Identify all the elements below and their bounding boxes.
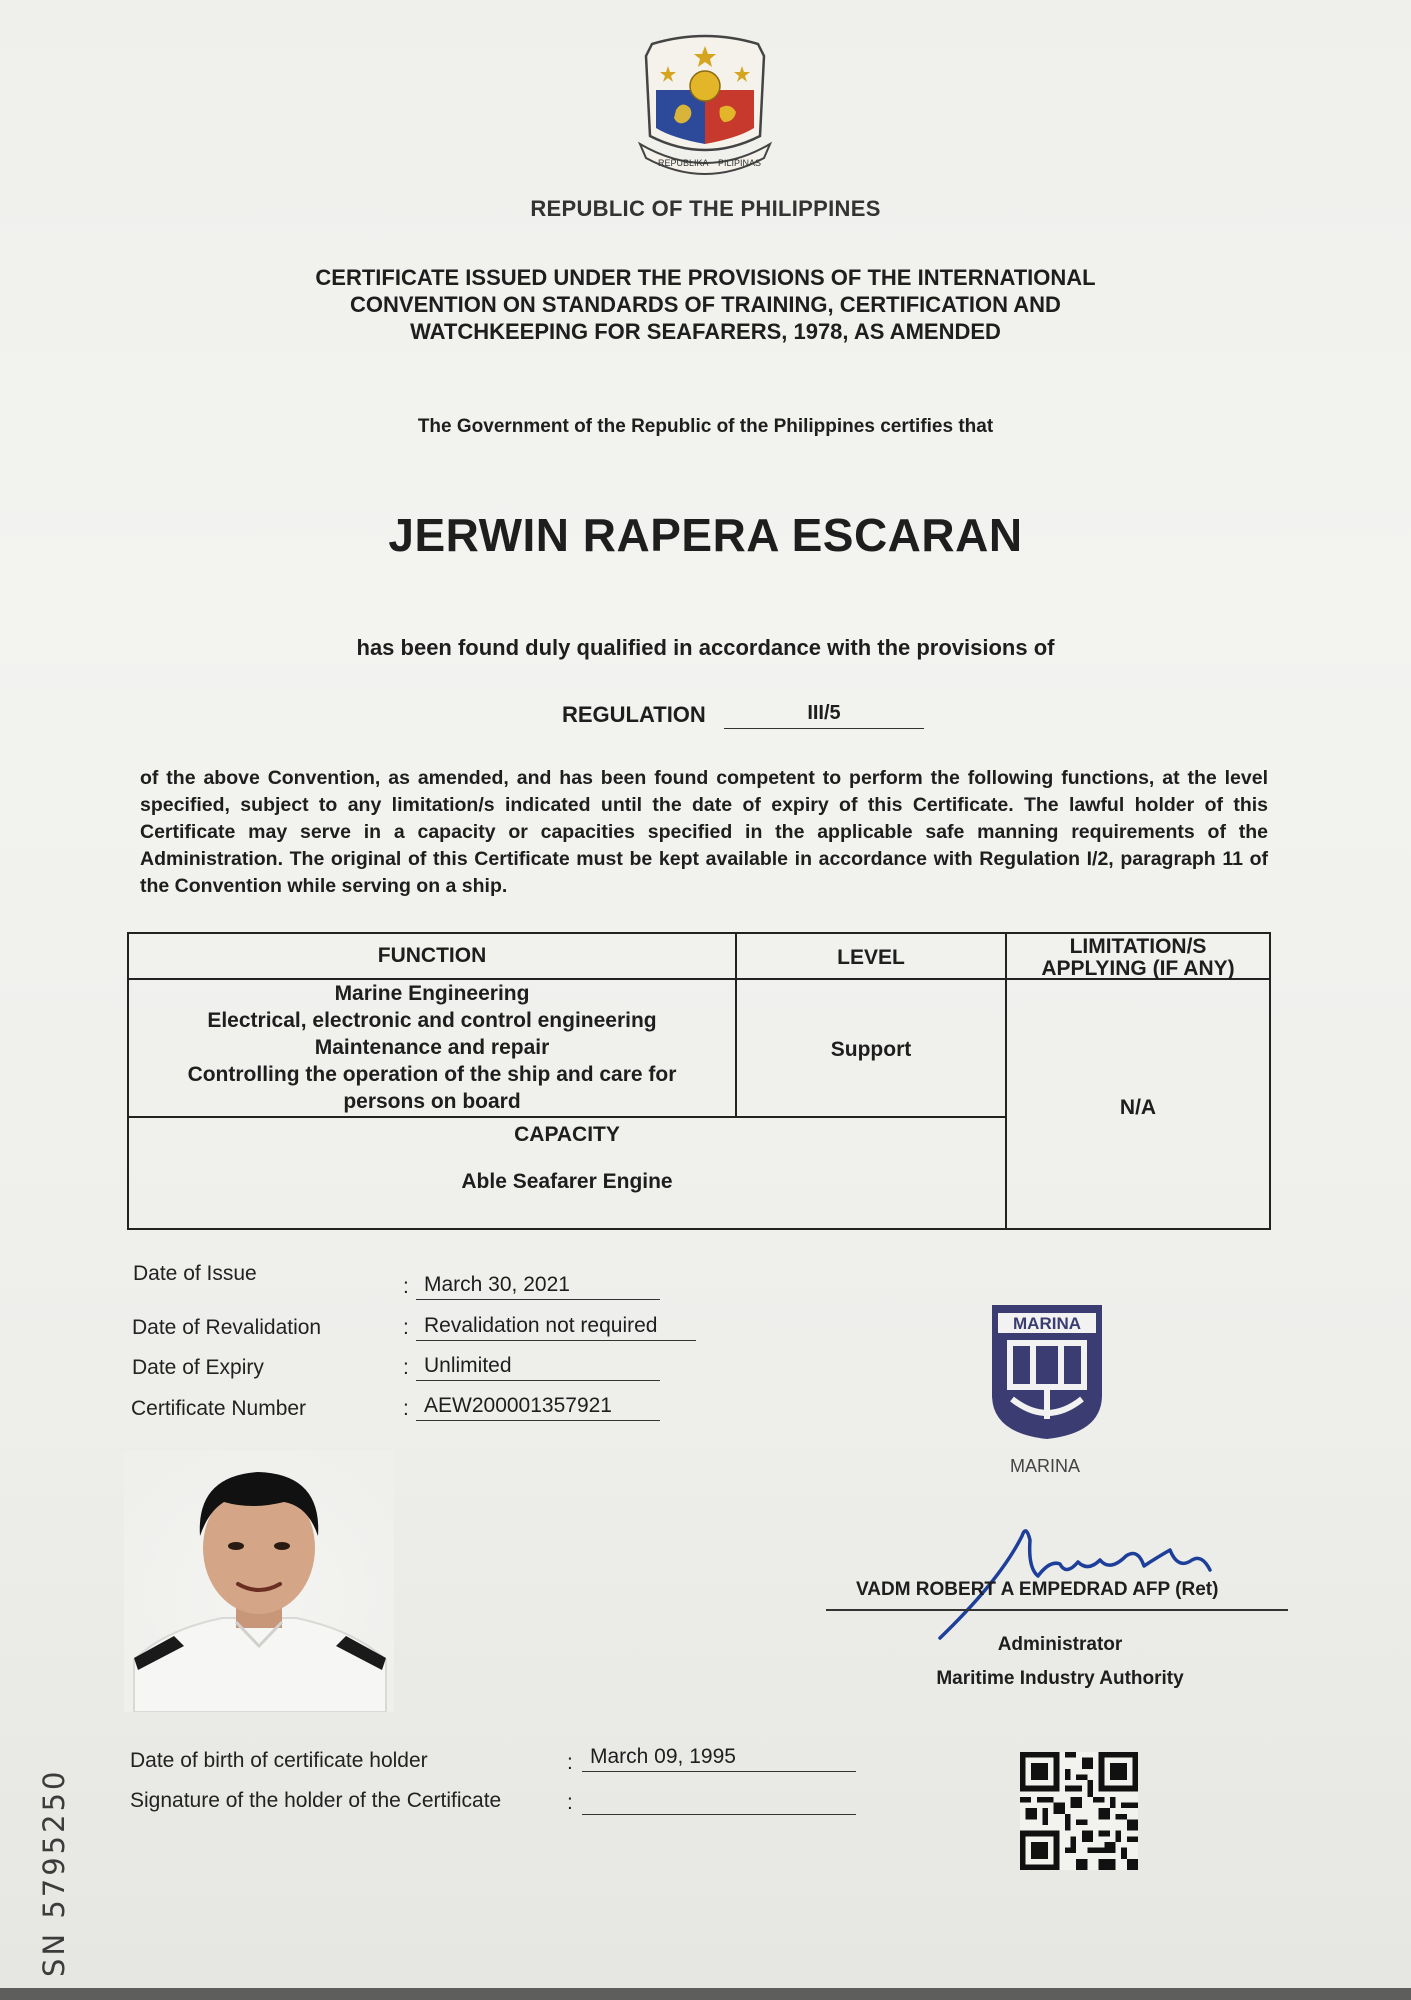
dob-value: March 09, 1995 — [582, 1745, 856, 1772]
function-item: persons on board — [343, 1090, 521, 1113]
functions-list — [129, 980, 735, 1115]
seal-motto-right: PILIPINAS — [718, 158, 762, 168]
issuing-authority: Maritime Industry Authority — [936, 1668, 1184, 1689]
function-item: Electrical, electronic and control engineering — [207, 1009, 657, 1032]
regulation-value: III/5 — [724, 702, 924, 729]
signatory-name: VADM ROBERT A EMPEDRAD AFP (Ret) — [856, 1579, 1219, 1600]
capacity-label: CAPACITY — [514, 1123, 620, 1146]
limitations-header — [1007, 936, 1269, 980]
colon: : — [403, 1356, 409, 1379]
function-item: Marine Engineering — [334, 982, 530, 1005]
convention-heading-line: WATCHKEEPING FOR SEAFARERS, 1978, AS AMENDED — [410, 319, 1001, 344]
background-edge — [0, 1988, 1411, 2000]
colon: : — [403, 1397, 409, 1420]
colon: : — [403, 1275, 409, 1298]
limitations-value: N/A — [1119, 1096, 1157, 1119]
philippine-seal-icon — [632, 32, 778, 182]
function-header: FUNCTION — [377, 944, 487, 967]
qr-code-icon — [1020, 1752, 1138, 1870]
colon: : — [567, 1751, 573, 1774]
colon: : — [403, 1316, 409, 1339]
country-title: REPUBLIC OF THE PHILIPPINES — [530, 196, 881, 221]
table-divider — [129, 1116, 1005, 1118]
function-item: Controlling the operation of the ship and care for — [187, 1063, 677, 1086]
marina-logo-text: MARINA — [1013, 1314, 1081, 1333]
function-item: Maintenance and repair — [314, 1036, 550, 1059]
signatory-title: Administrator — [997, 1634, 1123, 1655]
limitations-header-line: APPLYING (IF ANY) — [1041, 957, 1235, 980]
level-value: Support — [830, 1038, 912, 1061]
holder-name: JERWIN RAPERA ESCARAN — [388, 509, 1023, 561]
convention-heading-line: CONVENTION ON STANDARDS OF TRAINING, CERTIFICATION AND — [350, 292, 1061, 317]
convention-heading — [0, 264, 1411, 345]
marina-caption: MARINA — [1010, 1456, 1081, 1476]
holder-photo — [124, 1450, 394, 1712]
date-of-expiry-label: Date of Expiry — [132, 1356, 264, 1379]
seal-motto-left: REPUBLIKA — [658, 158, 709, 168]
limitations-header-line: LIMITATION/S — [1069, 935, 1207, 958]
functions-table — [127, 932, 1271, 1230]
regulation-label: REGULATION — [562, 702, 706, 727]
date-of-revalidation-label: Date of Revalidation — [132, 1316, 322, 1339]
convention-heading-line: CERTIFICATE ISSUED UNDER THE PROVISIONS OF THE INTERNATIONAL — [315, 265, 1096, 290]
certificate-number-label: Certificate Number — [131, 1397, 307, 1420]
date-of-expiry-value: Unlimited — [416, 1354, 660, 1381]
date-of-issue-value: March 30, 2021 — [416, 1273, 660, 1300]
certificate-number-value: AEW200001357921 — [416, 1394, 660, 1421]
signature-line — [826, 1609, 1288, 1611]
competency-paragraph: of the above Convention, as amended, and has been found competent to perform the following functions, at the level specified, subject to any limitation/s indicated until the date of expiry of this Certificate. The lawful holder of this Certificate may serve in a capacity or capacities specified in the applicable safe manning requirements of the Administration. The original of this Certificate must be kept available in accordance with Regulation I/2, paragraph 11 of the Convention while serving on a ship. — [140, 767, 1268, 897]
capacity-value: Able Seafarer Engine — [461, 1170, 673, 1193]
qualified-statement: has been found duly qualified in accordance with the provisions of — [356, 635, 1055, 660]
marina-logo-icon — [990, 1303, 1104, 1441]
date-of-issue-label: Date of Issue — [133, 1262, 257, 1285]
level-header: LEVEL — [837, 946, 905, 969]
dob-label: Date of birth of certificate holder — [130, 1749, 428, 1772]
holder-signature-label: Signature of the holder of the Certificate — [130, 1789, 502, 1812]
date-of-revalidation-value: Revalidation not required — [416, 1314, 696, 1341]
colon: : — [567, 1791, 573, 1814]
holder-signature-field — [582, 1788, 856, 1815]
serial-number: SN 5795250 — [37, 1768, 71, 1977]
certification-intro: The Government of the Republic of the Philippines certifies that — [417, 416, 994, 437]
